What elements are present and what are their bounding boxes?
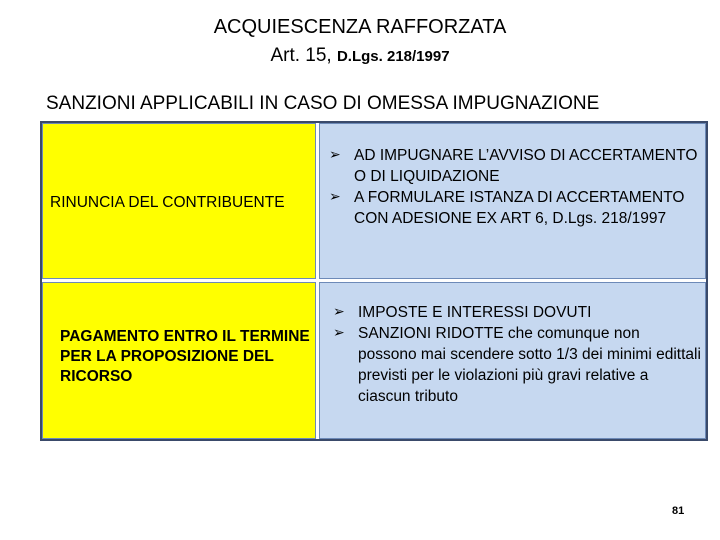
list-item bbox=[329, 187, 701, 229]
arrow-bullet-icon: ➢ bbox=[333, 325, 345, 341]
arrow-bullet-icon: ➢ bbox=[329, 147, 341, 163]
list-item-text: SANZIONI RIDOTTE che comunque non possono mai scendere sotto 1/3 dei minimi edittali previsti per le violazioni più gravi relative a ciascun tributo bbox=[358, 325, 701, 405]
payment-list bbox=[333, 302, 701, 407]
list-item bbox=[329, 145, 701, 187]
list-item bbox=[333, 302, 701, 323]
slide-subtitle bbox=[0, 45, 720, 67]
renunciation-list bbox=[329, 145, 701, 229]
arrow-bullet-icon: ➢ bbox=[329, 189, 341, 205]
article-reference: Art. 15, bbox=[270, 45, 337, 66]
slide-title: ACQUIESCENZA RAFFORZATA bbox=[213, 16, 507, 38]
arrow-bullet-icon: ➢ bbox=[333, 304, 345, 320]
row-label-renunciation: RINUNCIA DEL CONTRIBUENTE bbox=[50, 194, 285, 211]
row-label-payment: PAGAMENTO ENTRO IL TERMINE PER LA PROPOSIZIONE DEL RICORSO bbox=[60, 328, 310, 385]
list-item-text: IMPOSTE E INTERESSI DOVUTI bbox=[358, 304, 592, 321]
section-heading: SANZIONI APPLICABILI IN CASO DI OMESSA IMPUGNAZIONE bbox=[46, 93, 600, 114]
list-item bbox=[333, 323, 701, 407]
list-item-text: AD IMPUGNARE L’AVVISO DI ACCERTAMENTO O DI LIQUIDAZIONE bbox=[354, 147, 698, 185]
law-reference: D.Lgs. 218/1997 bbox=[336, 48, 450, 65]
page-number: 81 bbox=[672, 505, 685, 517]
list-item-text: A FORMULARE ISTANZA DI ACCERTAMENTO CON ADESIONE EX ART 6, D.Lgs. 218/1997 bbox=[354, 189, 685, 227]
